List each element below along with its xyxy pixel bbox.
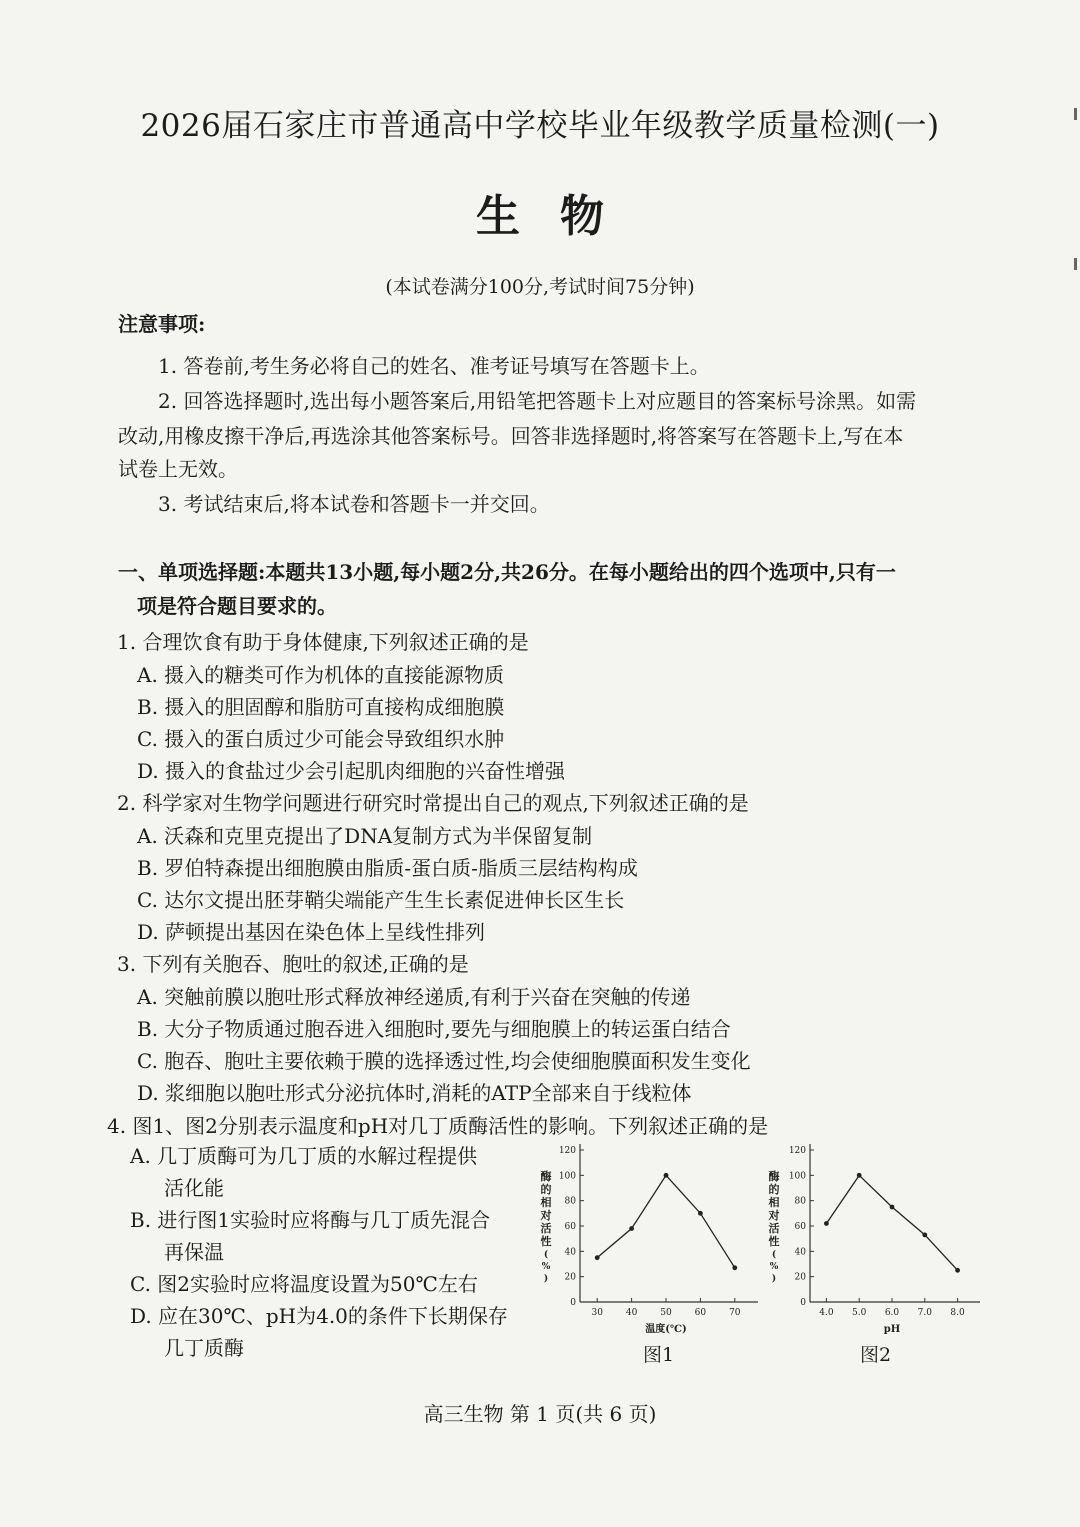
question-2-option-d: D. 萨顿提出基因在染色体上呈线性排列 bbox=[137, 920, 486, 944]
question-4-option-b-line-1: B. 进行图1实验时应将酶与几丁质先混合 bbox=[130, 1208, 491, 1232]
section-1-heading-line-1: 一、单项选择题:本题共13小题,每小题2分,共26分。在每小题给出的四个选项中,只有一 bbox=[118, 560, 896, 584]
notice-heading: 注意事项: bbox=[118, 312, 206, 336]
x-tick-label: 7.0 bbox=[917, 1308, 932, 1318]
question-2-option-c: C. 达尔文提出胚芽鞘尖端能产生生长素促进伸长区生长 bbox=[137, 888, 625, 912]
notice-item-3: 3. 考试结束后,将本试卷和答题卡一并交回。 bbox=[158, 492, 550, 516]
question-3-option-a: A. 突触前膜以胞吐形式释放神经递质,有利于兴奋在突触的传递 bbox=[137, 985, 691, 1009]
y-tick-label: 20 bbox=[794, 1272, 806, 1283]
notice-item-2-line-1: 2. 回答选择题时,选出每小题答案后,用铅笔把答题卡上对应题目的答案标号涂黑。如需 bbox=[158, 389, 917, 413]
x-tick-label: 50 bbox=[660, 1308, 672, 1318]
series-line bbox=[826, 1175, 957, 1270]
y-tick-label: 120 bbox=[558, 1146, 576, 1156]
x-tick-label: 8.0 bbox=[950, 1308, 965, 1318]
question-2-stem: 2. 科学家对生物学问题进行研究时常提出自己的观点,下列叙述正确的是 bbox=[117, 791, 749, 815]
question-1-option-c: C. 摄入的蛋白质过少可能会导致组织水肿 bbox=[137, 727, 505, 751]
x-tick-label: 60 bbox=[694, 1308, 707, 1318]
x-tick-label: 70 bbox=[729, 1308, 741, 1318]
figure-2-caption: 图2 bbox=[860, 1344, 892, 1366]
y-tick-label: 40 bbox=[564, 1247, 576, 1258]
data-point bbox=[890, 1205, 895, 1210]
x-axis-label: pH bbox=[883, 1324, 901, 1335]
question-4-option-c: C. 图2实验时应将温度设置为50℃左右 bbox=[130, 1272, 478, 1296]
data-point bbox=[595, 1255, 600, 1260]
question-4-option-a-line-1: A. 几丁质酶可为几丁质的水解过程提供 bbox=[130, 1144, 478, 1168]
y-tick-label: 0 bbox=[570, 1298, 576, 1308]
x-tick-label: 5.0 bbox=[852, 1308, 867, 1318]
y-tick-label: 120 bbox=[788, 1146, 806, 1156]
question-2-option-b: B. 罗伯特森提出细胞膜由脂质-蛋白质-脂质三层结构构成 bbox=[137, 856, 638, 880]
question-2-option-a: A. 沃森和克里克提出了DNA复制方式为半保留复制 bbox=[137, 824, 593, 848]
y-tick-label: 40 bbox=[794, 1247, 806, 1258]
y-tick-label: 100 bbox=[558, 1171, 576, 1182]
section-1-heading-line-2: 项是符合题目要求的。 bbox=[137, 594, 337, 618]
data-point bbox=[922, 1232, 927, 1237]
question-1-option-b: B. 摄入的胆固醇和脂肪可直接构成细胞膜 bbox=[137, 695, 505, 719]
y-tick-label: 80 bbox=[794, 1196, 806, 1207]
notice-item-2-line-2: 改动,用橡皮擦干净后,再选涂其他答案标号。回答非选择题时,将答案写在答题卡上,写在本 bbox=[118, 424, 904, 448]
x-tick-label: 4.0 bbox=[819, 1308, 834, 1318]
y-tick-label: 100 bbox=[788, 1171, 806, 1182]
y-tick-label: 20 bbox=[564, 1272, 576, 1283]
y-axis-label: 酶的相对活性( % ) bbox=[540, 1170, 552, 1284]
x-tick-label: 6.0 bbox=[884, 1308, 900, 1318]
data-point bbox=[732, 1265, 737, 1270]
y-tick-label: 60 bbox=[794, 1222, 806, 1232]
data-point bbox=[824, 1221, 829, 1226]
question-3-option-d: D. 浆细胞以胞吐形式分泌抗体时,消耗的ATP全部来自于线粒体 bbox=[137, 1081, 692, 1105]
figure-2-chart bbox=[760, 1138, 990, 1338]
page-footer: 高三生物 第 1 页(共 6 页) bbox=[423, 1402, 657, 1426]
data-point bbox=[629, 1226, 634, 1231]
question-4-option-d-line-2: 几丁质酶 bbox=[164, 1336, 244, 1360]
question-4-option-a-line-2: 活化能 bbox=[164, 1176, 224, 1200]
question-4-stem: 4. 图1、图2分别表示温度和pH对几丁质酶活性的影响。下列叙述正确的是 bbox=[107, 1114, 769, 1138]
data-point bbox=[955, 1268, 960, 1273]
data-point bbox=[664, 1173, 669, 1178]
x-tick-label: 30 bbox=[591, 1308, 603, 1318]
exam-meta: (本试卷满分100分,考试时间75分钟) bbox=[385, 276, 695, 298]
x-tick-label: 40 bbox=[625, 1308, 638, 1318]
data-point bbox=[698, 1211, 703, 1216]
question-1-option-a: A. 摄入的糖类可作为机体的直接能源物质 bbox=[137, 663, 505, 687]
figure-1-caption: 图1 bbox=[643, 1344, 675, 1366]
series-line bbox=[597, 1175, 735, 1267]
scan-edge-mark bbox=[1074, 108, 1077, 120]
notice-item-1: 1. 答卷前,考生务必将自己的姓名、准考证号填写在答题卡上。 bbox=[158, 354, 710, 378]
x-axis-label: 温度(℃) bbox=[645, 1324, 687, 1335]
scan-edge-mark bbox=[1074, 258, 1077, 270]
question-3-option-c: C. 胞吞、胞吐主要依赖于膜的选择透过性,均会使细胞膜面积发生变化 bbox=[137, 1049, 751, 1073]
y-tick-label: 80 bbox=[564, 1196, 576, 1207]
question-4-option-d-line-1: D. 应在30℃、pH为4.0的条件下长期保存 bbox=[130, 1304, 508, 1328]
question-1-stem: 1. 合理饮食有助于身体健康,下列叙述正确的是 bbox=[117, 630, 529, 654]
y-tick-label: 0 bbox=[800, 1298, 806, 1308]
notice-item-2-line-3: 试卷上无效。 bbox=[118, 457, 238, 481]
subject-title: 生物 bbox=[476, 191, 644, 242]
question-4-option-b-line-2: 再保温 bbox=[164, 1240, 224, 1264]
question-3-stem: 3. 下列有关胞吞、胞吐的叙述,正确的是 bbox=[117, 952, 469, 976]
question-3-option-b: B. 大分子物质通过胞吞进入细胞时,要先与细胞膜上的转运蛋白结合 bbox=[137, 1017, 731, 1041]
y-tick-label: 60 bbox=[564, 1222, 576, 1232]
question-1-option-d: D. 摄入的食盐过少会引起肌肉细胞的兴奋性增强 bbox=[137, 759, 566, 783]
exam-title: 2026届石家庄市普通高中学校毕业年级教学质量检测(一) bbox=[140, 108, 940, 144]
y-axis-label: 酶的相对活性( % ) bbox=[768, 1170, 780, 1284]
figure-1-chart bbox=[530, 1138, 770, 1338]
data-point bbox=[857, 1173, 862, 1178]
